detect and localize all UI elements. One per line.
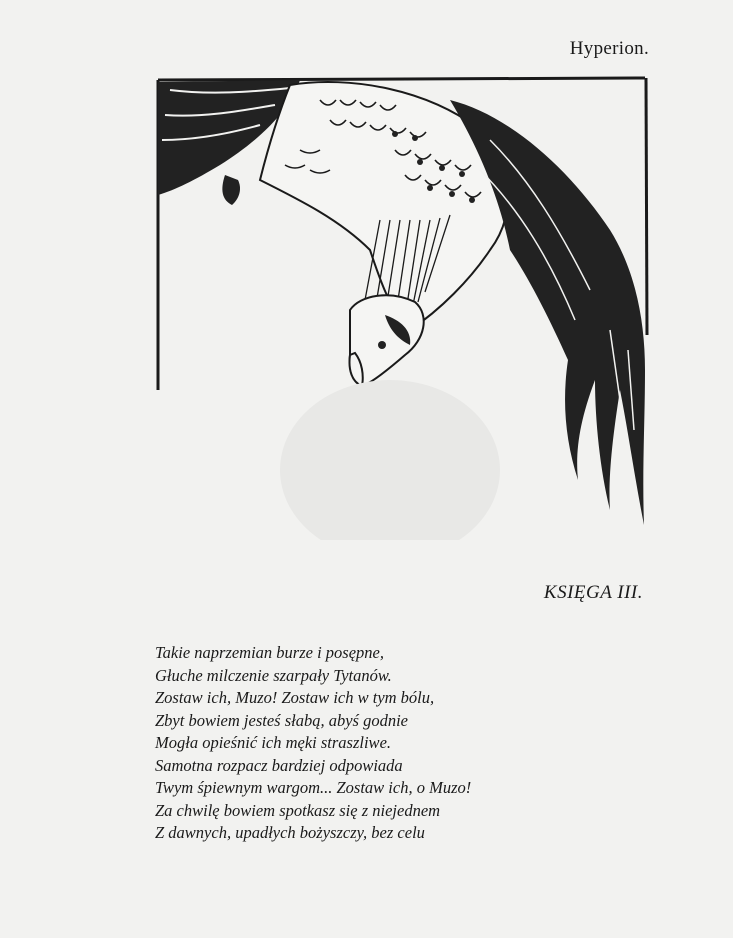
poem-line: Zbyt bowiem jesteś słabą, abyś godnie [155, 710, 408, 730]
chapter-title: KSIĘGA III. [543, 582, 643, 603]
poem-text [155, 642, 625, 845]
poem-line: Samotna rozpacz bardziej odpowiada [155, 755, 403, 775]
poem-line: Mogła opieśnić ich męki straszliwe. [155, 733, 392, 752]
poem-line: Za chwilę bowiem spotkasz się z niejednem [155, 800, 441, 820]
poem-line: Zostaw ich, Muzo! Zostaw ich w tym bólu, [155, 688, 435, 707]
poem-line: Z dawnych, upadłych bożyszczy, bez celu [155, 823, 425, 842]
poem-line: Takie naprzemian burze i posępne, [155, 643, 385, 662]
poem-line: Głuche milczenie szarpały Tytanów. [155, 665, 392, 685]
eagle-illustration [150, 70, 660, 540]
running-head: Hyperion. [569, 38, 649, 59]
poem-line: Twym śpiewnym wargom... Zostaw ich, o Muzo! [155, 778, 472, 797]
